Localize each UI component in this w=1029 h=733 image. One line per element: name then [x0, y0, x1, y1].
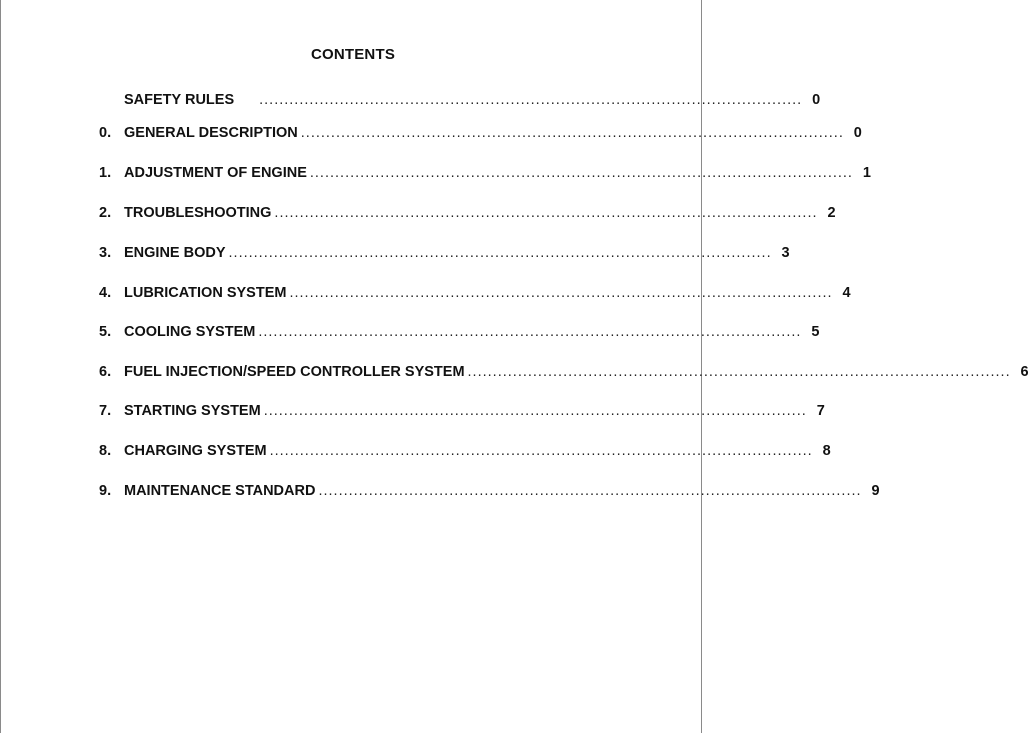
toc-entry-page: 5 — [811, 324, 820, 340]
page-title: CONTENTS — [310, 46, 396, 63]
toc-entry-page: 6 — [1020, 364, 1029, 380]
toc-entry-page: 3 — [781, 245, 790, 261]
toc-leader-dots: ............................................................................................................ — [258, 324, 802, 340]
toc-leader-dots: ............................................................................................................ — [263, 403, 807, 419]
toc-entry-page: 8 — [822, 443, 831, 459]
toc-entry-general-description — [99, 125, 862, 145]
toc-entry-page: 4 — [842, 285, 851, 301]
toc-entry-number: 3. — [99, 245, 112, 261]
toc-entry-number: 1. — [99, 165, 112, 181]
toc-entry-page: 7 — [816, 403, 825, 419]
toc-entry-troubleshooting — [99, 205, 836, 225]
toc-entry-fuel-injection-speed-controller-system — [99, 364, 1029, 384]
toc-leader-dots: ............................................................................................................ — [269, 443, 813, 459]
toc-entry-starting-system — [99, 403, 825, 423]
toc-entry-maintenance-standard — [99, 483, 880, 503]
toc-entry-label: ADJUSTMENT OF ENGINE — [124, 165, 307, 181]
toc-entry-cooling-system — [99, 324, 820, 344]
toc-leader-dots: ............................................................................................................ — [318, 483, 862, 499]
toc-entry-label: LUBRICATION SYSTEM — [124, 285, 287, 301]
toc-entry-label: TROUBLESHOOTING — [124, 205, 272, 221]
toc-entry-label: MAINTENANCE STANDARD — [124, 483, 316, 499]
toc-entry-label: SAFETY RULES — [124, 92, 235, 108]
toc-leader-dots: ............................................................................................................ — [300, 125, 844, 141]
toc-leader-dots: ............................................................................................................ — [259, 92, 803, 108]
toc-entry-number: 6. — [99, 364, 112, 380]
toc-entry-adjustment-of-engine — [99, 165, 871, 185]
toc-entry-page: 0 — [853, 125, 862, 141]
toc-entry-number: 0. — [99, 125, 112, 141]
toc-entry-number: 7. — [99, 403, 112, 419]
toc-entry-page: 9 — [871, 483, 880, 499]
toc-entry-label: CHARGING SYSTEM — [124, 443, 267, 459]
toc-entry-page: 0 — [812, 92, 821, 108]
toc-entry-number: 2. — [99, 205, 112, 221]
toc-leader-dots: ............................................................................................................ — [467, 364, 1011, 380]
toc-entry-number: 5. — [99, 324, 112, 340]
toc-leader-dots: ............................................................................................................ — [289, 285, 833, 301]
toc-entry-number: 4. — [99, 285, 112, 301]
toc-entry-engine-body — [99, 245, 790, 265]
toc-entry-page: 1 — [862, 165, 871, 181]
toc-entry-label: COOLING SYSTEM — [124, 324, 256, 340]
toc-leader-dots: ............................................................................................................ — [274, 205, 818, 221]
toc-entry-label: ENGINE BODY — [124, 245, 226, 261]
toc-entry-safety-rules — [99, 92, 821, 112]
toc-leader-dots: ............................................................................................................ — [228, 245, 772, 261]
toc-entry-number: 8. — [99, 443, 112, 459]
toc-entry-label: GENERAL DESCRIPTION — [124, 125, 298, 141]
toc-entry-label: STARTING SYSTEM — [124, 403, 261, 419]
toc-entry-label: FUEL INJECTION/SPEED CONTROLLER SYSTEM — [124, 364, 465, 380]
toc-entry-lubrication-system — [99, 285, 851, 305]
toc-entry-charging-system — [99, 443, 831, 463]
toc-entry-page: 2 — [827, 205, 836, 221]
toc-leader-dots: ............................................................................................................ — [309, 165, 853, 181]
toc-entry-number: 9. — [99, 483, 112, 499]
